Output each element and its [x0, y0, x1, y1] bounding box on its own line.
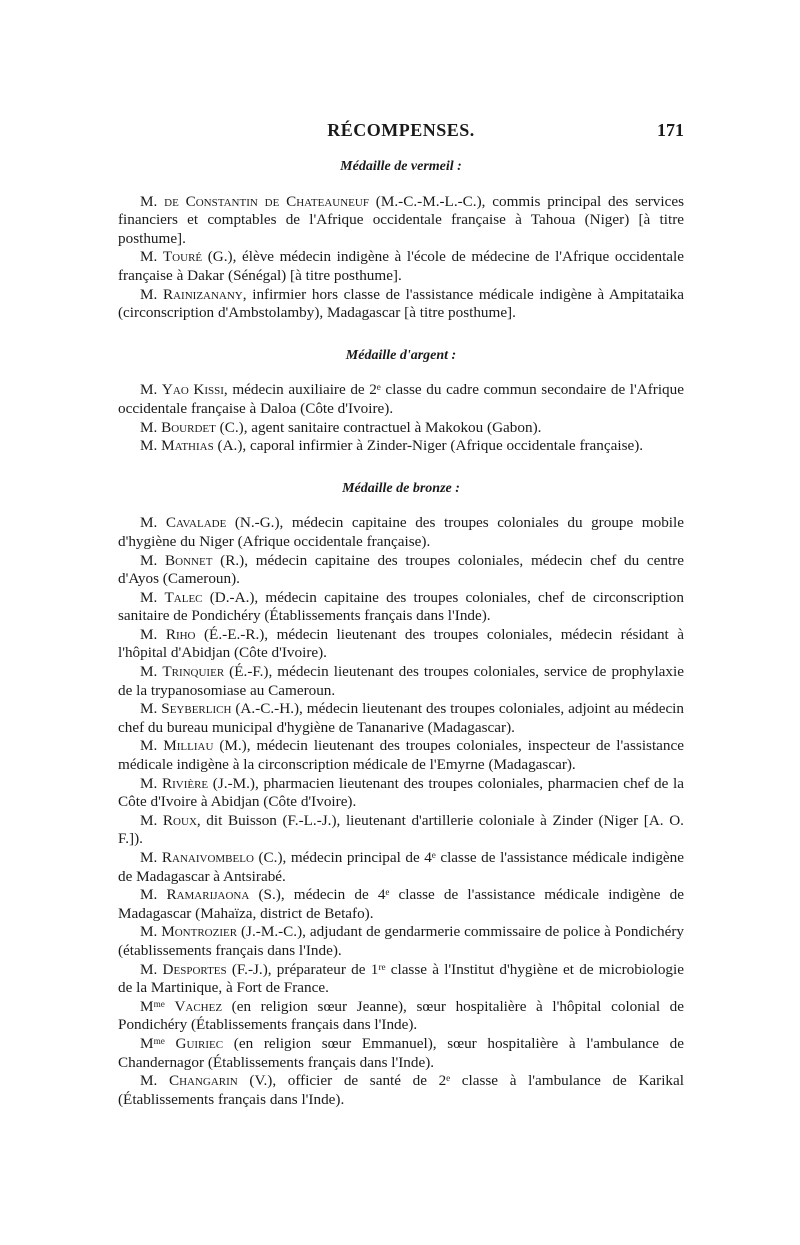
page-header — [118, 120, 684, 146]
entry-text: (en religion sœur Jeanne), sœur hospitalière à l'hôpital colonial de Pondichéry (Établissements français dans l'Inde). — [118, 997, 684, 1034]
entry-title: M. — [140, 588, 165, 606]
page-body — [118, 158, 684, 1109]
award-entry — [118, 812, 684, 849]
entry-text: (A.-C.-H.), médecin lieutenant des troupes coloniales, adjoint au médecin chef du bureau municipal d'hygiène de Tananarive (Madagascar). — [118, 700, 684, 736]
entry-text: (É.-E.-R.), médecin lieutenant des troupes coloniales, médecin résidant à l'hôpital d'Abidjan (Côte d'Ivoire). — [118, 625, 684, 662]
recipient-name: Yao Kissi — [161, 381, 224, 399]
section-heading-bronze: Médaille de bronze : — [342, 480, 460, 496]
entry-text: (M.), médecin lieutenant des troupes coloniales, inspecteur de l'assistance médicale indigène à la circonscription médicale de l'Emyrne (Madagascar). — [118, 737, 684, 774]
recipient-name: Mathias — [161, 437, 214, 455]
recipient-name: Cavalade — [165, 514, 227, 532]
recipient-name: Changarin — [168, 1072, 238, 1090]
entry-title: M. — [140, 886, 167, 904]
recipient-name: Ranaivombelo — [161, 849, 254, 866]
entry-text: , médecin auxiliaire de 2ᵉ classe du cadre commun secondaire de l'Afrique occidentale française à Daloa (Côte d'Ivoire). — [118, 381, 684, 417]
entry-title: M. — [140, 437, 162, 455]
recipient-name: Seyberlich — [161, 700, 232, 718]
entry-text: (G.), élève médecin indigène à l'école de médecine de l'Afrique occidentale française à Dakar (Sénégal) [à titre posthume]. — [118, 248, 684, 284]
entry-title: M. — [140, 737, 164, 755]
award-entry — [118, 1035, 684, 1072]
award-entry — [118, 775, 684, 812]
entry-title: M. — [140, 625, 166, 643]
entry-title: M. — [140, 774, 162, 792]
award-entry — [118, 589, 684, 626]
award-entry — [118, 886, 684, 923]
award-entry — [118, 626, 684, 663]
award-entry — [118, 961, 684, 998]
entry-title: M. — [140, 663, 163, 681]
page-number: 171 — [657, 120, 684, 140]
recipient-name: Rivière — [161, 774, 209, 792]
recipient-name: Roux — [162, 811, 197, 829]
entry-text: (A.), caporal infirmier à Zinder-Niger (Afrique occidentale française). — [213, 437, 644, 455]
entry-title: M. — [140, 192, 165, 210]
recipient-name: Milliau — [163, 737, 214, 755]
entry-text: (F.-J.), préparateur de 1ʳᵉ classe à l'Institut d'hygiène et de microbiologie de la Martinique, à Fort de France. — [118, 960, 684, 997]
entry-title: M. — [140, 248, 163, 266]
entry-text: , infirmier hors classe de l'assistance médicale indigène à Ampitataika (circonscription d'Ambstolamby), Madagascar [à titre posthume]. — [118, 285, 684, 322]
recipient-name: Montrozier — [161, 923, 238, 941]
recipient-name: Trinquier — [162, 663, 225, 681]
award-entry — [118, 381, 684, 418]
entry-title: M. — [140, 811, 163, 829]
award-entry — [118, 552, 684, 589]
award-entry — [118, 849, 684, 886]
entry-text: (N.-G.), médecin capitaine des troupes coloniales du groupe mobile d'hygiène du Niger (Afrique occidentale française). — [118, 514, 684, 550]
recipient-name: Rainizanany — [162, 285, 243, 303]
recipient-name: Bourdet — [161, 418, 216, 436]
entry-title: Mᵐᵉ — [140, 1034, 176, 1052]
entry-title: Mᵐᵉ — [140, 997, 175, 1015]
entry-text: (C.), agent sanitaire contractuel à Makokou (Gabon). — [215, 418, 542, 436]
entry-text: (S.), médecin de 4ᵉ classe de l'assistance médicale indigène de Madagascar (Mahaïza, district de Betafo). — [118, 886, 684, 922]
entry-text: (D.-A.), médecin capitaine des troupes coloniales, chef de circonscription sanitaire de Pondichéry (Établissements français dans l'Inde). — [118, 588, 684, 625]
recipient-name: Ramarijaona — [166, 886, 250, 904]
entries-argent — [118, 381, 684, 455]
entry-text: (C.), médecin principal de 4ᵉ classe de l'assistance médicale indigène de Madagascar à Antsirabé. — [118, 849, 684, 885]
award-entry — [118, 248, 684, 285]
entry-text: (V.), officier de santé de 2ᵉ classe à l'ambulance de Karikal (Établissements français dans l'Inde). — [118, 1072, 684, 1108]
recipient-name: Vachez — [174, 997, 223, 1015]
award-entry — [118, 286, 684, 323]
section-heading-argent: Médaille d'argent : — [345, 347, 457, 363]
entry-title: M. — [140, 381, 162, 399]
recipient-name: Talec — [164, 588, 203, 606]
recipient-name: Desportes — [162, 960, 227, 978]
recipient-name: Riho — [165, 625, 196, 643]
entry-title: M. — [140, 849, 162, 866]
award-entry — [118, 663, 684, 700]
entry-text: (J.-M.-C.), adjudant de gendarmerie commissaire de police à Pondichéry (établissements français dans l'Inde). — [118, 923, 684, 959]
entry-title: M. — [140, 923, 162, 941]
award-entry — [118, 737, 684, 774]
award-entry — [118, 514, 684, 551]
entry-text: (en religion sœur Emmanuel), sœur hospitalière à l'ambulance de Chandernagor (Établissements français dans l'Inde). — [118, 1034, 684, 1071]
entry-title: M. — [140, 960, 163, 978]
recipient-name: Bonnet — [165, 551, 213, 569]
entries-vermeil — [118, 193, 684, 323]
running-title: RÉCOMPENSES. — [327, 120, 475, 140]
entry-text: (É.-F.), médecin lieutenant des troupes coloniales, service de prophylaxie de la trypanosomiase au Cameroun. — [118, 663, 684, 699]
recipient-name: Touré — [162, 248, 203, 266]
entry-text: (J.-M.), pharmacien lieutenant des troupes coloniales, pharmacien chef de la Côte d'Ivoire à Abidjan (Côte d'Ivoire). — [118, 774, 684, 811]
recipient-name: Guiriec — [175, 1034, 224, 1052]
entries-bronze — [118, 514, 684, 1109]
recipient-name: de Constantin de Chateauneuf — [164, 192, 369, 210]
entry-text: , dit Buisson (F.-L.-J.), lieutenant d'artillerie coloniale à Zinder (Niger [A. O. F.]). — [118, 811, 684, 848]
entry-title: M. — [140, 700, 162, 718]
entry-title: M. — [140, 285, 163, 303]
entry-title: M. — [140, 418, 162, 436]
award-entry — [118, 700, 684, 737]
award-entry — [118, 193, 684, 249]
entry-title: M. — [140, 1072, 169, 1090]
award-entry — [118, 923, 684, 960]
entry-text: (M.-C.-M.-L.-C.), commis principal des services financiers et comptables de l'Afrique occidentale française à Tahoua (Niger) [à titre posthume]. — [118, 192, 684, 247]
entry-title: M. — [140, 551, 166, 569]
award-entry — [118, 1072, 684, 1109]
award-entry — [118, 998, 684, 1035]
award-entry — [118, 419, 684, 438]
section-heading-vermeil: Médaille de vermeil : — [340, 159, 462, 174]
entry-text: (R.), médecin capitaine des troupes coloniales, médecin chef du centre d'Ayos (Cameroun). — [118, 551, 684, 588]
entry-title: M. — [140, 514, 166, 532]
award-entry — [118, 437, 684, 456]
